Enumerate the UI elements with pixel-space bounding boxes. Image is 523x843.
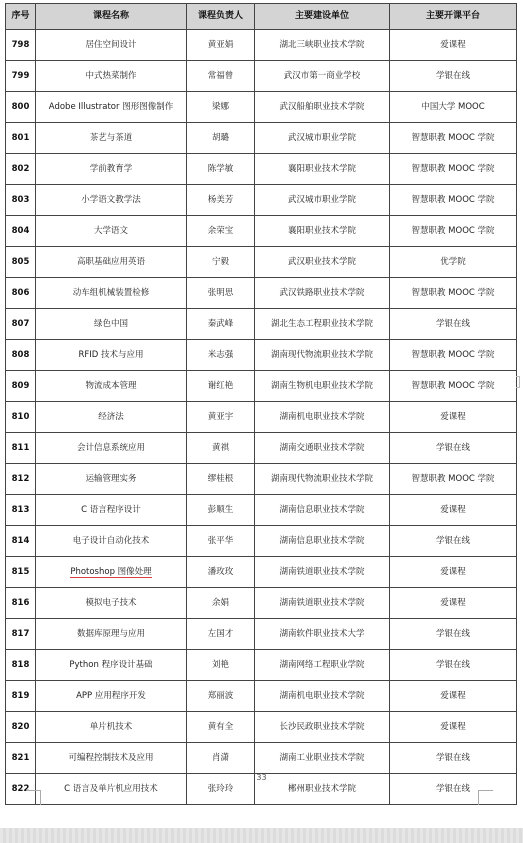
cell-platform <box>390 185 517 216</box>
cell-lead <box>187 371 255 402</box>
cell-course <box>36 185 187 216</box>
cell-course <box>36 464 187 495</box>
cell-seq-text: 805 <box>11 256 30 267</box>
table-row <box>6 154 517 185</box>
cell-seq-text: 804 <box>11 225 30 236</box>
cell-lead-text: 陈学敏 <box>207 163 234 174</box>
cell-lead-text: 余荣宝 <box>207 225 234 236</box>
cell-seq <box>6 557 36 588</box>
cell-seq <box>6 61 36 92</box>
cell-platform <box>390 309 517 340</box>
cell-lead <box>187 154 255 185</box>
table-row <box>6 216 517 247</box>
crop-mark-bottom-left <box>26 790 41 805</box>
cell-unit-text: 长沙民政职业技术学院 <box>279 721 365 732</box>
cell-course-text: 学前教育学 <box>89 163 133 174</box>
cell-course <box>36 309 187 340</box>
cell-course-text: C 语言程序设计 <box>81 504 141 515</box>
cell-course-text: 单片机技术 <box>89 721 133 732</box>
table-row <box>6 433 517 464</box>
cell-unit-text: 郴州职业技术学院 <box>287 783 356 794</box>
cell-lead-text: 黄亚宇 <box>207 411 234 422</box>
cell-unit-text: 湖南现代物流职业技术学院 <box>270 473 373 484</box>
cell-seq-text: 808 <box>11 349 30 360</box>
cell-platform-text: 爱课程 <box>440 39 466 50</box>
cell-platform <box>390 92 517 123</box>
cell-platform <box>390 526 517 557</box>
cell-unit-text: 武汉城市职业学院 <box>287 132 356 143</box>
cell-platform-text: 爱课程 <box>440 566 466 577</box>
header-lead: 课程负责人 <box>187 4 255 30</box>
margin-mark <box>516 376 520 388</box>
cell-unit <box>255 743 390 774</box>
table-row <box>6 123 517 154</box>
cell-platform <box>390 402 517 433</box>
cell-unit-text: 湖南现代物流职业技术学院 <box>270 349 373 360</box>
cell-seq-text: 798 <box>11 39 30 50</box>
cell-seq <box>6 712 36 743</box>
cell-seq <box>6 278 36 309</box>
cell-course <box>36 495 187 526</box>
table-row <box>6 650 517 681</box>
cell-unit <box>255 123 390 154</box>
table-row <box>6 185 517 216</box>
cell-course <box>36 402 187 433</box>
cell-platform <box>390 123 517 154</box>
cell-platform <box>390 681 517 712</box>
cell-course-text: 数据库原理与应用 <box>76 628 145 639</box>
cell-seq-text: 810 <box>11 411 30 422</box>
cell-course <box>36 278 187 309</box>
table-row <box>6 402 517 433</box>
table-row <box>6 464 517 495</box>
cell-lead-text: 张明思 <box>207 287 234 298</box>
table-row <box>6 619 517 650</box>
cell-platform-text: 优学院 <box>440 256 466 267</box>
viewer-bottom-strip <box>0 828 523 843</box>
cell-platform-text: 智慧职教 MOOC 学院 <box>411 473 495 484</box>
cell-lead <box>187 402 255 433</box>
table-row <box>6 340 517 371</box>
table-row <box>6 526 517 557</box>
cell-unit <box>255 433 390 464</box>
header-seq: 序号 <box>6 4 36 30</box>
table-row <box>6 247 517 278</box>
cell-lead-text: 肖潇 <box>211 752 229 763</box>
cell-platform <box>390 743 517 774</box>
cell-seq-text: 814 <box>11 535 30 546</box>
cell-lead <box>187 464 255 495</box>
cell-platform-text: 学银在线 <box>435 70 470 81</box>
cell-unit-text: 湖南铁道职业技术学院 <box>279 566 365 577</box>
table-row <box>6 30 517 61</box>
cell-unit <box>255 588 390 619</box>
cell-platform-text: 爱课程 <box>440 721 466 732</box>
cell-platform-text: 学银在线 <box>435 628 470 639</box>
cell-unit <box>255 619 390 650</box>
cell-course-text: 会计信息系统应用 <box>76 442 145 453</box>
cell-platform <box>390 278 517 309</box>
cell-course-text: 动车组机械装置检修 <box>72 287 150 298</box>
cell-unit-text: 襄阳职业技术学院 <box>287 163 356 174</box>
cell-course-text: 模拟电子技术 <box>85 597 137 608</box>
cell-unit <box>255 402 390 433</box>
cell-lead <box>187 92 255 123</box>
cell-course-text: 大学语文 <box>93 225 128 236</box>
cell-course <box>36 681 187 712</box>
cell-seq <box>6 681 36 712</box>
cell-seq-text: 802 <box>11 163 30 174</box>
cell-course <box>36 712 187 743</box>
cell-lead-text: 杨美芳 <box>207 194 234 205</box>
cell-platform-text: 爱课程 <box>440 504 466 515</box>
cell-unit-text: 湖南铁道职业技术学院 <box>279 597 365 608</box>
table-row <box>6 712 517 743</box>
cell-platform-text: 智慧职教 MOOC 学院 <box>411 225 495 236</box>
cell-course <box>36 588 187 619</box>
cell-platform-text: 爱课程 <box>440 411 466 422</box>
table-row <box>6 743 517 774</box>
cell-course <box>36 123 187 154</box>
cell-platform <box>390 371 517 402</box>
cell-unit-text: 湖北生态工程职业技术学院 <box>270 318 373 329</box>
cell-lead <box>187 123 255 154</box>
cell-course-text: 物流成本管理 <box>85 380 137 391</box>
cell-unit-text: 湖南机电职业技术学院 <box>279 411 365 422</box>
cell-course <box>36 619 187 650</box>
cell-unit <box>255 278 390 309</box>
cell-platform-text: 学银在线 <box>435 783 470 794</box>
cell-lead <box>187 185 255 216</box>
table-row <box>6 278 517 309</box>
cell-platform <box>390 154 517 185</box>
cell-lead-text: 米志强 <box>207 349 234 360</box>
table-header-row <box>6 4 517 30</box>
cell-course <box>36 433 187 464</box>
cell-seq-text: 813 <box>11 504 30 515</box>
cell-lead-text: 余娟 <box>211 597 229 608</box>
table-row <box>6 371 517 402</box>
cell-unit-text: 武汉城市职业学院 <box>287 194 356 205</box>
cell-platform <box>390 61 517 92</box>
table-body <box>6 30 517 805</box>
cell-course <box>36 92 187 123</box>
table-row <box>6 681 517 712</box>
cell-platform <box>390 712 517 743</box>
cell-course <box>36 371 187 402</box>
cell-course-text: 绿色中国 <box>93 318 128 329</box>
cell-course <box>36 557 187 588</box>
cell-lead-text: 刘艳 <box>211 659 229 670</box>
cell-lead-text: 宁毅 <box>211 256 229 267</box>
cell-course-text: 经济法 <box>98 411 124 422</box>
cell-lead-text: 缪桂根 <box>207 473 234 484</box>
cell-lead-text: 常福曾 <box>207 70 234 81</box>
cell-platform-text: 爱课程 <box>440 690 466 701</box>
cell-course-text: 高职基础应用英语 <box>76 256 145 267</box>
cell-lead <box>187 588 255 619</box>
cell-seq-text: 807 <box>11 318 30 329</box>
cell-lead-text: 张平华 <box>207 535 234 546</box>
cell-course-text: C 语言及单片机应用技术 <box>64 783 158 794</box>
cell-unit <box>255 464 390 495</box>
cell-seq <box>6 185 36 216</box>
cell-unit-text: 湖南信息职业技术学院 <box>279 535 365 546</box>
cell-platform-text: 爱课程 <box>440 597 466 608</box>
cell-platform-text: 智慧职教 MOOC 学院 <box>411 194 495 205</box>
cell-lead-text: 黄亚娟 <box>207 39 234 50</box>
cell-unit-text: 湖南交通职业技术学院 <box>279 442 365 453</box>
cell-unit <box>255 216 390 247</box>
cell-platform <box>390 464 517 495</box>
cell-course <box>36 340 187 371</box>
cell-course-text: Python 程序设计基础 <box>69 659 153 670</box>
cell-platform-text: 智慧职教 MOOC 学院 <box>411 163 495 174</box>
cell-lead-text: 郑丽波 <box>207 690 234 701</box>
cell-seq-text: 820 <box>11 721 30 732</box>
cell-lead <box>187 30 255 61</box>
cell-seq <box>6 588 36 619</box>
cell-unit <box>255 185 390 216</box>
cell-course-text: 小学语文教学法 <box>81 194 141 205</box>
cell-unit-text: 湖南软件职业技术大学 <box>279 628 365 639</box>
cell-seq <box>6 495 36 526</box>
cell-lead-text: 秦武峰 <box>207 318 234 329</box>
cell-seq <box>6 247 36 278</box>
cell-course-text: 电子设计自动化技术 <box>72 535 150 546</box>
cell-unit-text: 湖北三峡职业技术学院 <box>279 39 365 50</box>
cell-lead <box>187 495 255 526</box>
cell-platform-text: 学银在线 <box>435 442 470 453</box>
cell-unit-text: 武汉市第一商业学校 <box>283 70 361 81</box>
cell-unit-text: 武汉船舶职业技术学院 <box>279 101 365 112</box>
cell-course <box>36 247 187 278</box>
header-unit: 主要建设单位 <box>255 4 390 30</box>
cell-lead-text: 谢红艳 <box>207 380 234 391</box>
table-row <box>6 92 517 123</box>
cell-unit-text: 武汉职业技术学院 <box>287 256 356 267</box>
cell-seq-text: 816 <box>11 597 30 608</box>
cell-lead <box>187 557 255 588</box>
cell-lead <box>187 61 255 92</box>
cell-course-text: RFID 技术与应用 <box>78 349 144 360</box>
cell-lead <box>187 619 255 650</box>
cell-unit <box>255 61 390 92</box>
cell-platform-text: 智慧职教 MOOC 学院 <box>411 287 495 298</box>
cell-platform <box>390 216 517 247</box>
cell-seq <box>6 619 36 650</box>
cell-unit <box>255 247 390 278</box>
cell-platform <box>390 30 517 61</box>
cell-course <box>36 743 187 774</box>
cell-platform <box>390 650 517 681</box>
cell-lead <box>187 743 255 774</box>
cell-platform-text: 学银在线 <box>435 535 470 546</box>
cell-seq-text: 819 <box>11 690 30 701</box>
cell-seq-text: 821 <box>11 752 30 763</box>
cell-course-text: 居住空间设计 <box>85 39 137 50</box>
cell-seq <box>6 402 36 433</box>
crop-mark-bottom-right <box>478 790 493 805</box>
cell-unit-text: 武汉铁路职业技术学院 <box>279 287 365 298</box>
cell-unit <box>255 309 390 340</box>
cell-seq <box>6 743 36 774</box>
cell-unit-text: 襄阳职业技术学院 <box>287 225 356 236</box>
cell-platform <box>390 433 517 464</box>
cell-unit <box>255 495 390 526</box>
cell-course <box>36 30 187 61</box>
cell-lead <box>187 681 255 712</box>
cell-platform-text: 学银在线 <box>435 752 470 763</box>
cell-seq <box>6 154 36 185</box>
cell-course-text: 茶艺与茶道 <box>89 132 133 143</box>
cell-lead-text: 黄祺 <box>211 442 229 453</box>
cell-unit-text: 湖南生物机电职业技术学院 <box>270 380 373 391</box>
cell-unit <box>255 526 390 557</box>
cell-unit-text: 湖南信息职业技术学院 <box>279 504 365 515</box>
cell-seq-text: 801 <box>11 132 30 143</box>
table-row <box>6 309 517 340</box>
cell-platform <box>390 340 517 371</box>
cell-unit-text: 湖南网络工程职业学院 <box>279 659 365 670</box>
cell-seq-text: 803 <box>11 194 30 205</box>
cell-seq <box>6 371 36 402</box>
cell-platform-text: 中国大学 MOOC <box>421 101 485 112</box>
cell-platform <box>390 247 517 278</box>
cell-course <box>36 61 187 92</box>
header-platform: 主要开课平台 <box>390 4 517 30</box>
cell-course <box>36 526 187 557</box>
cell-seq <box>6 464 36 495</box>
cell-lead <box>187 278 255 309</box>
page-number: 33 <box>256 773 267 782</box>
cell-platform-text: 智慧职教 MOOC 学院 <box>411 132 495 143</box>
cell-unit-text: 湖南机电职业技术学院 <box>279 690 365 701</box>
table-row <box>6 495 517 526</box>
cell-lead-text: 梁娜 <box>211 101 229 112</box>
cell-lead <box>187 712 255 743</box>
table-row <box>6 588 517 619</box>
cell-platform <box>390 588 517 619</box>
cell-platform-text: 智慧职教 MOOC 学院 <box>411 380 495 391</box>
cell-seq-text: 799 <box>11 70 30 81</box>
cell-seq-text: 809 <box>11 380 30 391</box>
cell-seq <box>6 92 36 123</box>
cell-unit <box>255 30 390 61</box>
cell-lead-text: 胡璐 <box>211 132 229 143</box>
header-course: 课程名称 <box>36 4 187 30</box>
cell-unit <box>255 371 390 402</box>
cell-seq-text: 811 <box>11 442 30 453</box>
cell-seq <box>6 650 36 681</box>
cell-course-text: 可编程控制技术及应用 <box>68 752 154 763</box>
cell-platform <box>390 557 517 588</box>
cell-platform <box>390 619 517 650</box>
cell-lead <box>187 433 255 464</box>
cell-course-text: 运输管理实务 <box>85 473 137 484</box>
table-row <box>6 61 517 92</box>
cell-unit <box>255 557 390 588</box>
cell-course-text: Photoshop 图像处理 <box>70 566 152 577</box>
cell-course <box>36 216 187 247</box>
cell-lead-text: 潘玫玫 <box>207 566 234 577</box>
cell-lead <box>187 309 255 340</box>
cell-seq <box>6 526 36 557</box>
cell-unit <box>255 92 390 123</box>
cell-unit <box>255 340 390 371</box>
cell-seq <box>6 123 36 154</box>
cell-platform-text: 智慧职教 MOOC 学院 <box>411 349 495 360</box>
cell-unit <box>255 154 390 185</box>
cell-course <box>36 154 187 185</box>
cell-seq <box>6 433 36 464</box>
cell-unit <box>255 650 390 681</box>
cell-seq-text: 818 <box>11 659 30 670</box>
cell-unit-text: 湖南工业职业技术学院 <box>279 752 365 763</box>
cell-lead <box>187 216 255 247</box>
cell-lead <box>187 650 255 681</box>
cell-seq-text: 800 <box>11 101 30 112</box>
cell-seq-text: 815 <box>11 566 30 577</box>
table-row <box>6 557 517 588</box>
cell-seq <box>6 340 36 371</box>
cell-lead-text: 彭顺生 <box>207 504 234 515</box>
cell-lead <box>187 526 255 557</box>
cell-seq <box>6 216 36 247</box>
cell-lead-text: 左国才 <box>207 628 234 639</box>
cell-course-text: Adobe Illustrator 图形图像制作 <box>48 101 174 112</box>
cell-course-text: APP 应用程序开发 <box>76 690 146 701</box>
cell-unit <box>255 681 390 712</box>
cell-seq <box>6 30 36 61</box>
cell-platform <box>390 495 517 526</box>
cell-lead-text: 张玲玲 <box>207 783 234 794</box>
cell-platform-text: 学银在线 <box>435 318 470 329</box>
cell-lead <box>187 340 255 371</box>
cell-lead-text: 黄有全 <box>207 721 234 732</box>
cell-seq-text: 817 <box>11 628 30 639</box>
cell-unit <box>255 712 390 743</box>
cell-platform-text: 学银在线 <box>435 659 470 670</box>
cell-seq <box>6 309 36 340</box>
cell-seq-text: 812 <box>11 473 30 484</box>
cell-course-text: 中式热菜制作 <box>85 70 137 81</box>
course-table <box>5 3 517 805</box>
cell-course <box>36 650 187 681</box>
cell-lead <box>187 247 255 278</box>
cell-seq-text: 822 <box>11 783 30 794</box>
cell-seq-text: 806 <box>11 287 30 298</box>
